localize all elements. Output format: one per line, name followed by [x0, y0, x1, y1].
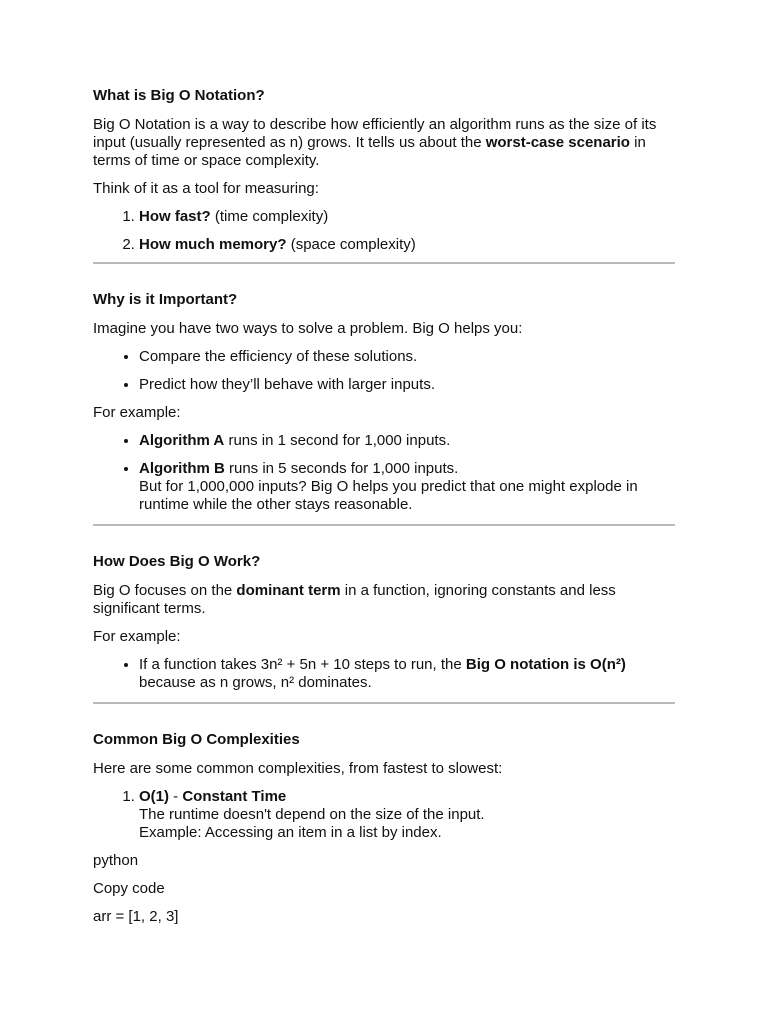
numbered-list: [93, 788, 675, 842]
bold-text: Algorithm A: [139, 432, 225, 449]
bold-text: How much memory?: [139, 236, 287, 253]
list-item: [139, 460, 675, 514]
bullet-list: [93, 656, 675, 692]
bold-text: dominant term: [236, 582, 341, 599]
text: (space complexity): [286, 236, 416, 253]
paragraph: Think of it as a tool for measuring:: [93, 180, 319, 197]
paragraph: For example:: [93, 404, 181, 421]
bold-text: worst-case scenario: [485, 134, 630, 151]
text: because as n grows, n² dominates.: [139, 674, 372, 691]
text: in terms of time or space complexity.: [93, 134, 646, 169]
bold-text: O(1): [139, 788, 169, 805]
numbered-list: [93, 208, 675, 254]
paragraph: For example:: [93, 628, 181, 645]
text: If a function takes 3n² + 5n + 10 steps to run, the: [139, 656, 466, 673]
section-common-complexities: [93, 730, 675, 926]
divider: [93, 262, 675, 264]
section-what-is-big-o: [93, 86, 675, 254]
text: The runtime doesn't depend on the size of the input.: [139, 806, 485, 823]
text: Big O Notation is a way to describe how efficiently an algorithm runs as the size of its input (usually represented as n) grows. It tells us about the: [93, 116, 657, 151]
bold-text: Algorithm B: [139, 460, 225, 477]
bullet-list: [93, 432, 675, 514]
paragraph: [93, 582, 675, 618]
list-item: [139, 656, 675, 692]
text: -: [169, 788, 183, 805]
text: (time complexity): [210, 208, 329, 225]
list-item: • Predict how they’ll behave with larger inputs.: [139, 376, 675, 394]
section-heading: How Does Big O Work?: [93, 553, 261, 570]
section-how-big-o-works: [93, 552, 675, 692]
paragraph: [93, 116, 675, 170]
bullet-list: [93, 348, 675, 394]
section-heading: Common Big O Complexities: [93, 731, 300, 748]
list-item: • Compare the efficiency of these solutions.: [139, 348, 675, 366]
divider: [93, 702, 675, 704]
bold-text: Constant Time: [182, 788, 287, 805]
list-item: [139, 208, 675, 226]
list-item: [139, 432, 675, 450]
bold-text: Big O notation is O(n²): [465, 656, 626, 673]
section-heading: Why is it Important?: [93, 291, 238, 308]
document-page: [93, 86, 675, 936]
bold-text: How fast?: [139, 208, 211, 225]
text: But for 1,000,000 inputs? Big O helps you predict that one might explode in runtime while the other stays reasonable.: [139, 478, 638, 513]
code-language-label: python: [93, 852, 139, 869]
section-why-important: [93, 290, 675, 514]
text: runs in 5 seconds for 1,000 inputs.: [224, 460, 459, 477]
list-item: [139, 236, 675, 254]
section-heading: What is Big O Notation?: [93, 87, 265, 104]
text: in a function, ignoring constants and less significant terms.: [93, 582, 616, 617]
text: runs in 1 second for 1,000 inputs.: [224, 432, 451, 449]
list-item: [139, 788, 675, 842]
text: Big O focuses on the: [93, 582, 237, 599]
code-line: arr = [1, 2, 3]: [93, 908, 179, 925]
divider: [93, 524, 675, 526]
paragraph: Here are some common complexities, from fastest to slowest:: [93, 760, 503, 777]
text: Example: Accessing an item in a list by index.: [139, 824, 442, 841]
paragraph: Imagine you have two ways to solve a problem. Big O helps you:: [93, 320, 523, 337]
copy-code-button[interactable]: Copy code: [93, 880, 165, 897]
